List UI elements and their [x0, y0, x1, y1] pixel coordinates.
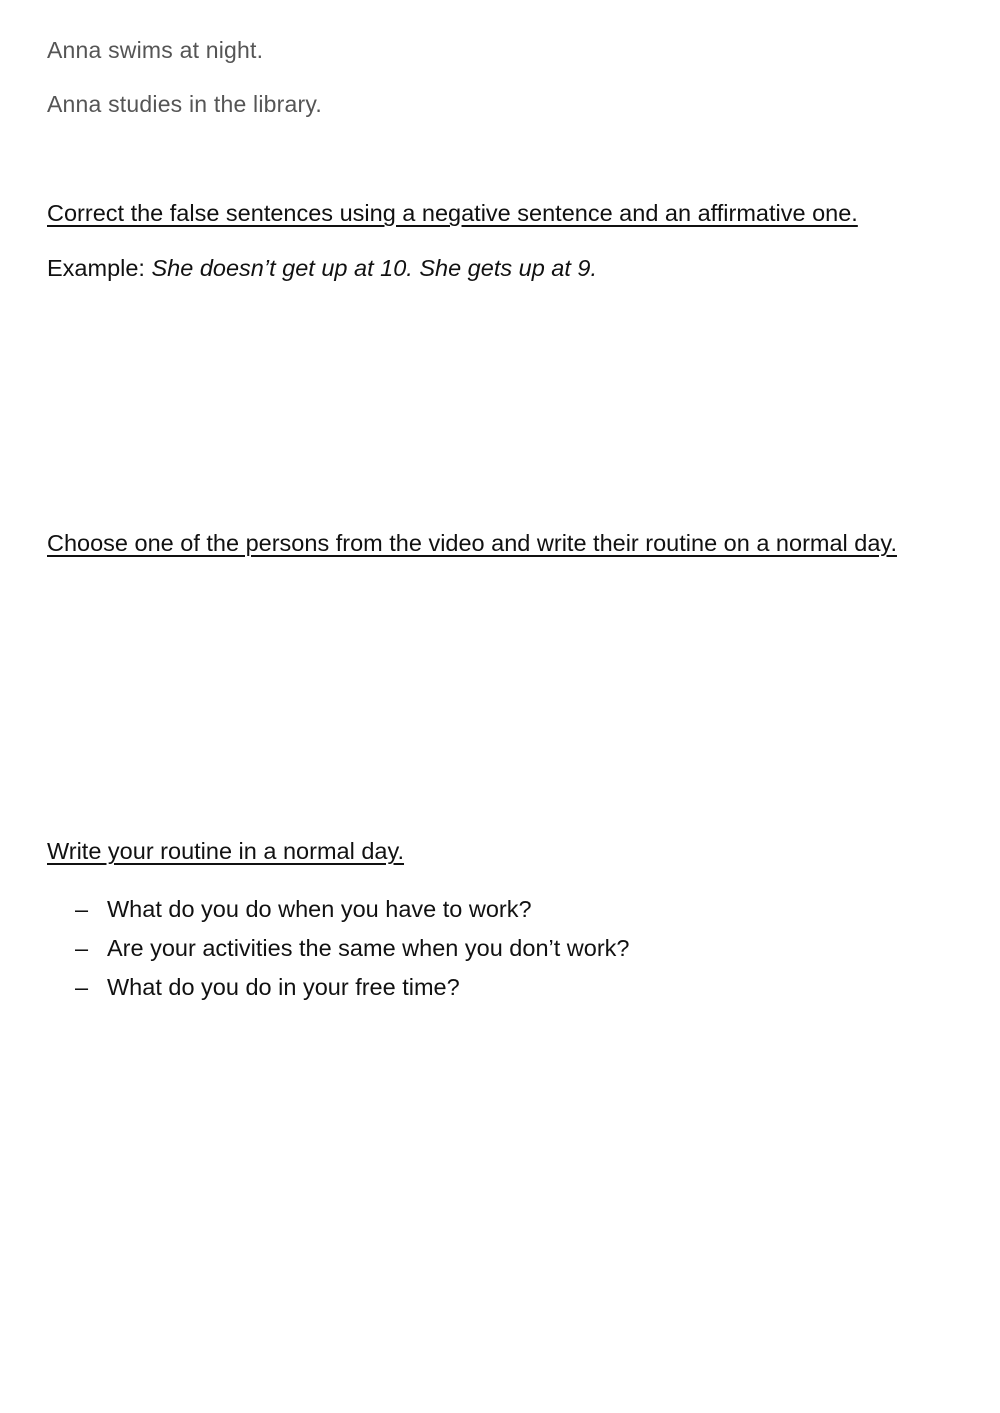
- example-label: Example:: [47, 255, 152, 281]
- question-same-activities: Are your activities the same when you don’t work?: [107, 935, 630, 961]
- question-free-time: What do you do in your free time?: [107, 974, 460, 1000]
- example-line: [47, 255, 597, 282]
- example-text: She doesn’t get up at 10. She gets up at 9.: [151, 255, 598, 281]
- statement-library: Anna studies in the library.: [47, 91, 322, 117]
- choose-person-instruction: Choose one of the persons from the video and write their routine on a normal day.: [47, 530, 897, 556]
- dash-bullet: –: [75, 935, 89, 961]
- question-work: What do you do when you have to work?: [107, 896, 532, 922]
- list-item: [75, 929, 629, 968]
- dash-bullet: –: [75, 896, 89, 922]
- list-item: [75, 890, 629, 929]
- routine-questions-list: [75, 890, 629, 1007]
- list-item: [75, 968, 629, 1007]
- write-routine-instruction: Write your routine in a normal day.: [47, 838, 405, 864]
- statement-swims: Anna swims at night.: [47, 37, 264, 63]
- dash-bullet: –: [75, 974, 89, 1000]
- correct-sentences-instruction: Correct the false sentences using a negative sentence and an affirmative one.: [47, 200, 858, 226]
